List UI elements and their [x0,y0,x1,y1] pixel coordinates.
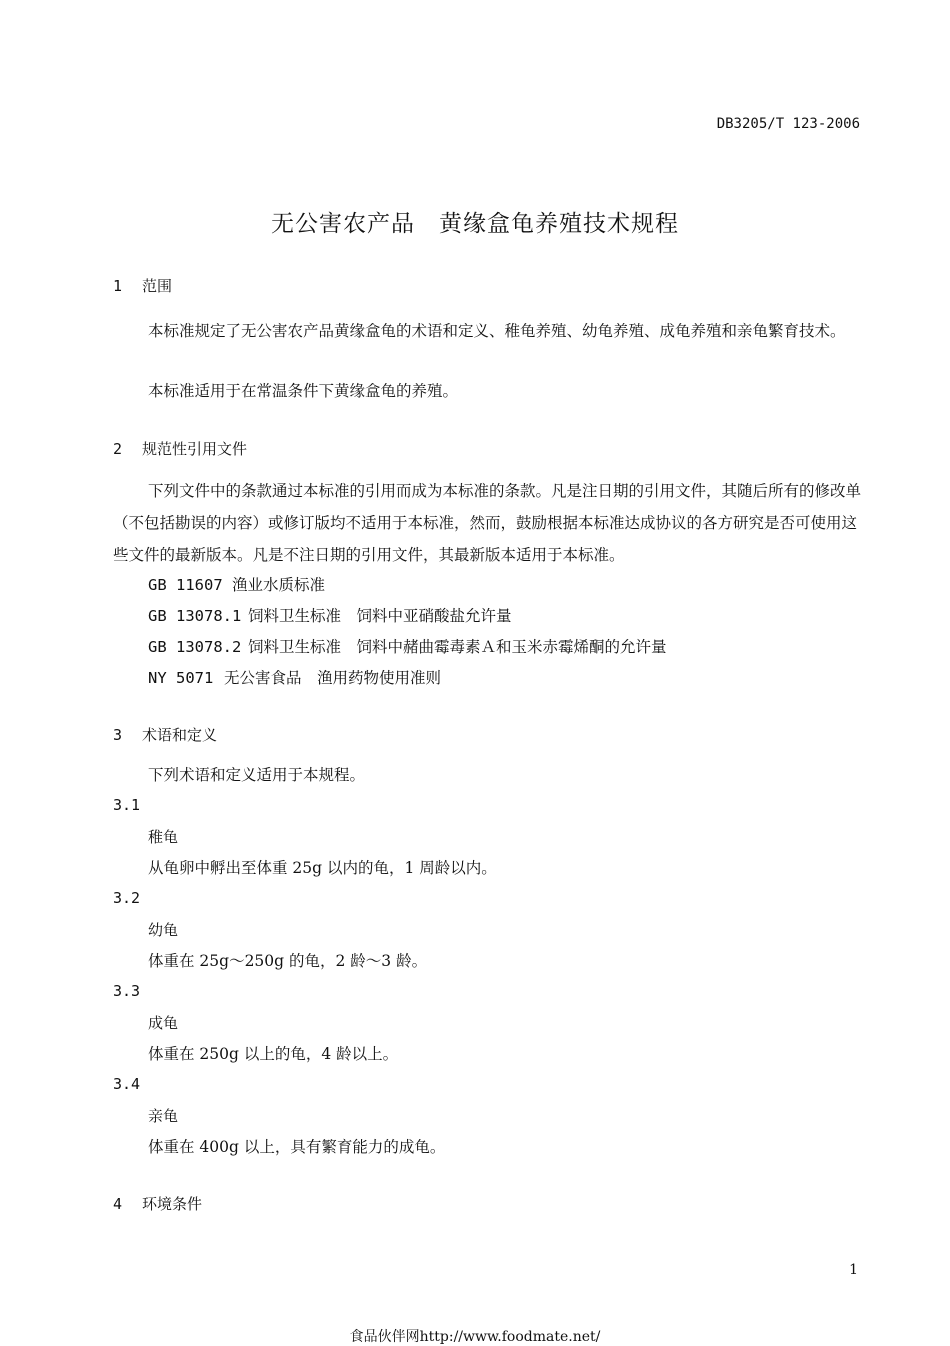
reference-title: 饲料卫生标准 饲料中赭曲霉毒素Ａ和玉米赤霉烯酮的允许量 [248,638,667,656]
reference-title: 无公害食品 渔用药物使用准则 [224,669,442,687]
reference-code: NY 5071 [148,669,214,687]
terms-intro: 下列术语和定义适用于本规程。 [148,766,366,784]
page-title: 无公害农产品 黄缘盒龟养殖技术规程 [271,211,679,237]
term-name: 稚龟 [148,828,179,846]
term-name: 成龟 [148,1014,179,1032]
clause-number: 3.3 [113,982,141,1000]
paragraph-normative-refs: 下列文件中的条款通过本标准的引用而成为本标准的条款。凡是注日期的引用文件，其随后所有的修改单（不包括勘误的内容）或修订版均不适用于本标准，然而，鼓励根据本标准达成协议的各方研究是否可使用这些文件的最新版本。凡是不注日期的引用文件，其最新版本适用于本标准。 [113,482,862,564]
section-heading-3 [113,724,217,745]
section-title: 术语和定义 [142,726,218,744]
term-name: 幼龟 [148,921,179,939]
section-heading-2 [113,438,247,459]
reference-title: 渔业水质标准 [232,576,326,594]
term-definition: 体重在 400g 以上，具有繁育能力的成龟。 [148,1138,446,1156]
page-number: 1 [849,1262,858,1278]
section-number: 2 [113,440,123,458]
clause-number: 3.1 [113,796,141,814]
reference-code: GB 13078.1 [148,607,242,625]
term-definition: 从龟卵中孵出至体重 25g 以内的龟，1 周龄以内。 [148,859,497,877]
section-heading-1 [113,275,172,296]
paragraph-applicability: 本标准适用于在常温条件下黄缘盒龟的养殖。 [148,382,459,400]
section-heading-4 [113,1193,202,1214]
reference-item [148,604,512,626]
reference-item [148,666,441,688]
section-number: 1 [113,277,123,295]
reference-item [148,635,667,657]
section-number: 3 [113,726,123,744]
paragraph-scope: 本标准规定了无公害农产品黄缘盒龟的术语和定义、稚龟养殖、幼龟养殖、成龟养殖和亲龟繁育技术。 [148,322,846,340]
reference-code: GB 11607 [148,576,223,594]
clause-number: 3.2 [113,889,141,907]
reference-code: GB 13078.2 [148,638,242,656]
reference-item [148,573,325,595]
footer-source: 食品伙伴网http://www.foodmate.net/ [349,1329,601,1345]
term-definition: 体重在 250g 以上的龟，4 龄以上。 [148,1045,399,1063]
section-title: 范围 [142,277,173,295]
section-title: 环境条件 [142,1195,203,1213]
document-code: DB3205/T 123-2006 [716,116,860,132]
clause-number: 3.4 [113,1075,141,1093]
term-definition: 体重在 25g～250g 的龟，2 龄～3 龄。 [148,952,428,970]
section-title: 规范性引用文件 [142,440,248,458]
reference-title: 饲料卫生标准 饲料中亚硝酸盐允许量 [248,607,512,625]
section-number: 4 [113,1195,123,1213]
term-name: 亲龟 [148,1107,179,1125]
